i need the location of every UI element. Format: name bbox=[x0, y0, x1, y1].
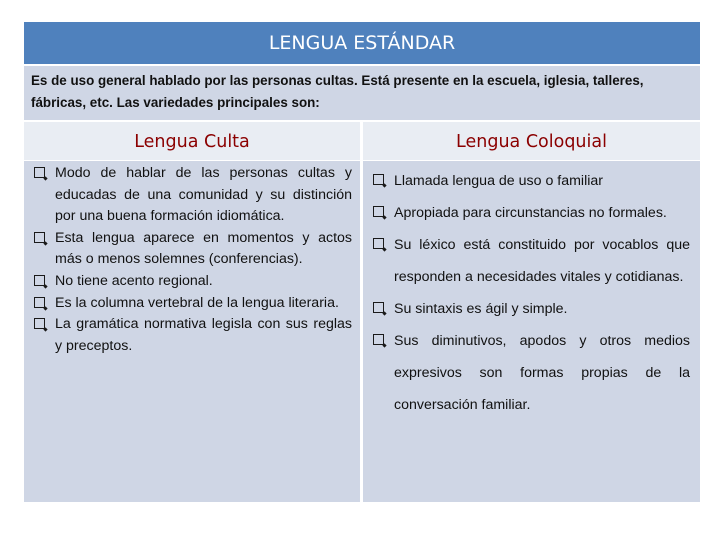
list-item-text: Su sintaxis es ágil y simple. bbox=[394, 301, 568, 317]
intro-paragraph: Es de uso general hablado por las personas cultas. Está presente en la escuela, iglesia, talleres, fábricas, etc. Las variedades principales son: bbox=[24, 66, 700, 120]
lengua-culta-body bbox=[24, 161, 360, 502]
list-item-text: No tiene acento regional. bbox=[55, 272, 213, 289]
checkbox-square-icon bbox=[34, 297, 45, 308]
checkbox-square-icon bbox=[373, 174, 384, 185]
checkbox-square-icon bbox=[373, 302, 384, 313]
column-heading-lengua-coloquial: Lengua Coloquial bbox=[363, 122, 700, 160]
list-item bbox=[32, 293, 352, 315]
checkbox-square-icon bbox=[34, 318, 45, 329]
list-item-text: Sus diminutivos, apodos y otros medios expresivos son formas propias de la conversación familiar. bbox=[394, 333, 690, 413]
list-item bbox=[371, 229, 690, 293]
lengua-coloquial-body bbox=[363, 161, 700, 502]
column-heading-lengua-culta: Lengua Culta bbox=[24, 122, 360, 160]
list-item-text: Su léxico está constituido por vocablos que responden a necesidades vitales y cotidianas. bbox=[394, 237, 690, 285]
list-item bbox=[32, 314, 352, 357]
list-item-text: Modo de hablar de las personas cultas y educadas de una comunidad y su distinción por una buena formación idiomática. bbox=[55, 165, 352, 225]
checkbox-square-icon bbox=[373, 206, 384, 217]
list-item-text: Apropiada para circunstancias no formales. bbox=[394, 205, 667, 221]
list-item bbox=[371, 197, 690, 229]
list-item-text: Llamada lengua de uso o familiar bbox=[394, 173, 604, 189]
checkbox-square-icon bbox=[373, 334, 384, 345]
slide-title: LENGUA ESTÁNDAR bbox=[24, 22, 700, 64]
list-item bbox=[371, 325, 690, 421]
lengua-culta-list bbox=[32, 163, 352, 357]
list-item bbox=[32, 271, 352, 293]
lengua-coloquial-list bbox=[371, 165, 690, 421]
list-item bbox=[371, 165, 690, 197]
list-item-text: La gramática normativa legisla con sus reglas y preceptos. bbox=[55, 316, 352, 354]
list-item-text: Es la columna vertebral de la lengua literaria. bbox=[55, 294, 339, 311]
list-item bbox=[32, 228, 352, 271]
checkbox-square-icon bbox=[34, 167, 45, 178]
checkbox-square-icon bbox=[34, 232, 45, 243]
list-item bbox=[32, 163, 352, 228]
checkbox-square-icon bbox=[373, 238, 384, 249]
list-item-text: Esta lengua aparece en momentos y actos más o menos solemnes (conferencias). bbox=[55, 229, 352, 268]
list-item bbox=[371, 293, 690, 325]
checkbox-square-icon bbox=[34, 275, 45, 286]
